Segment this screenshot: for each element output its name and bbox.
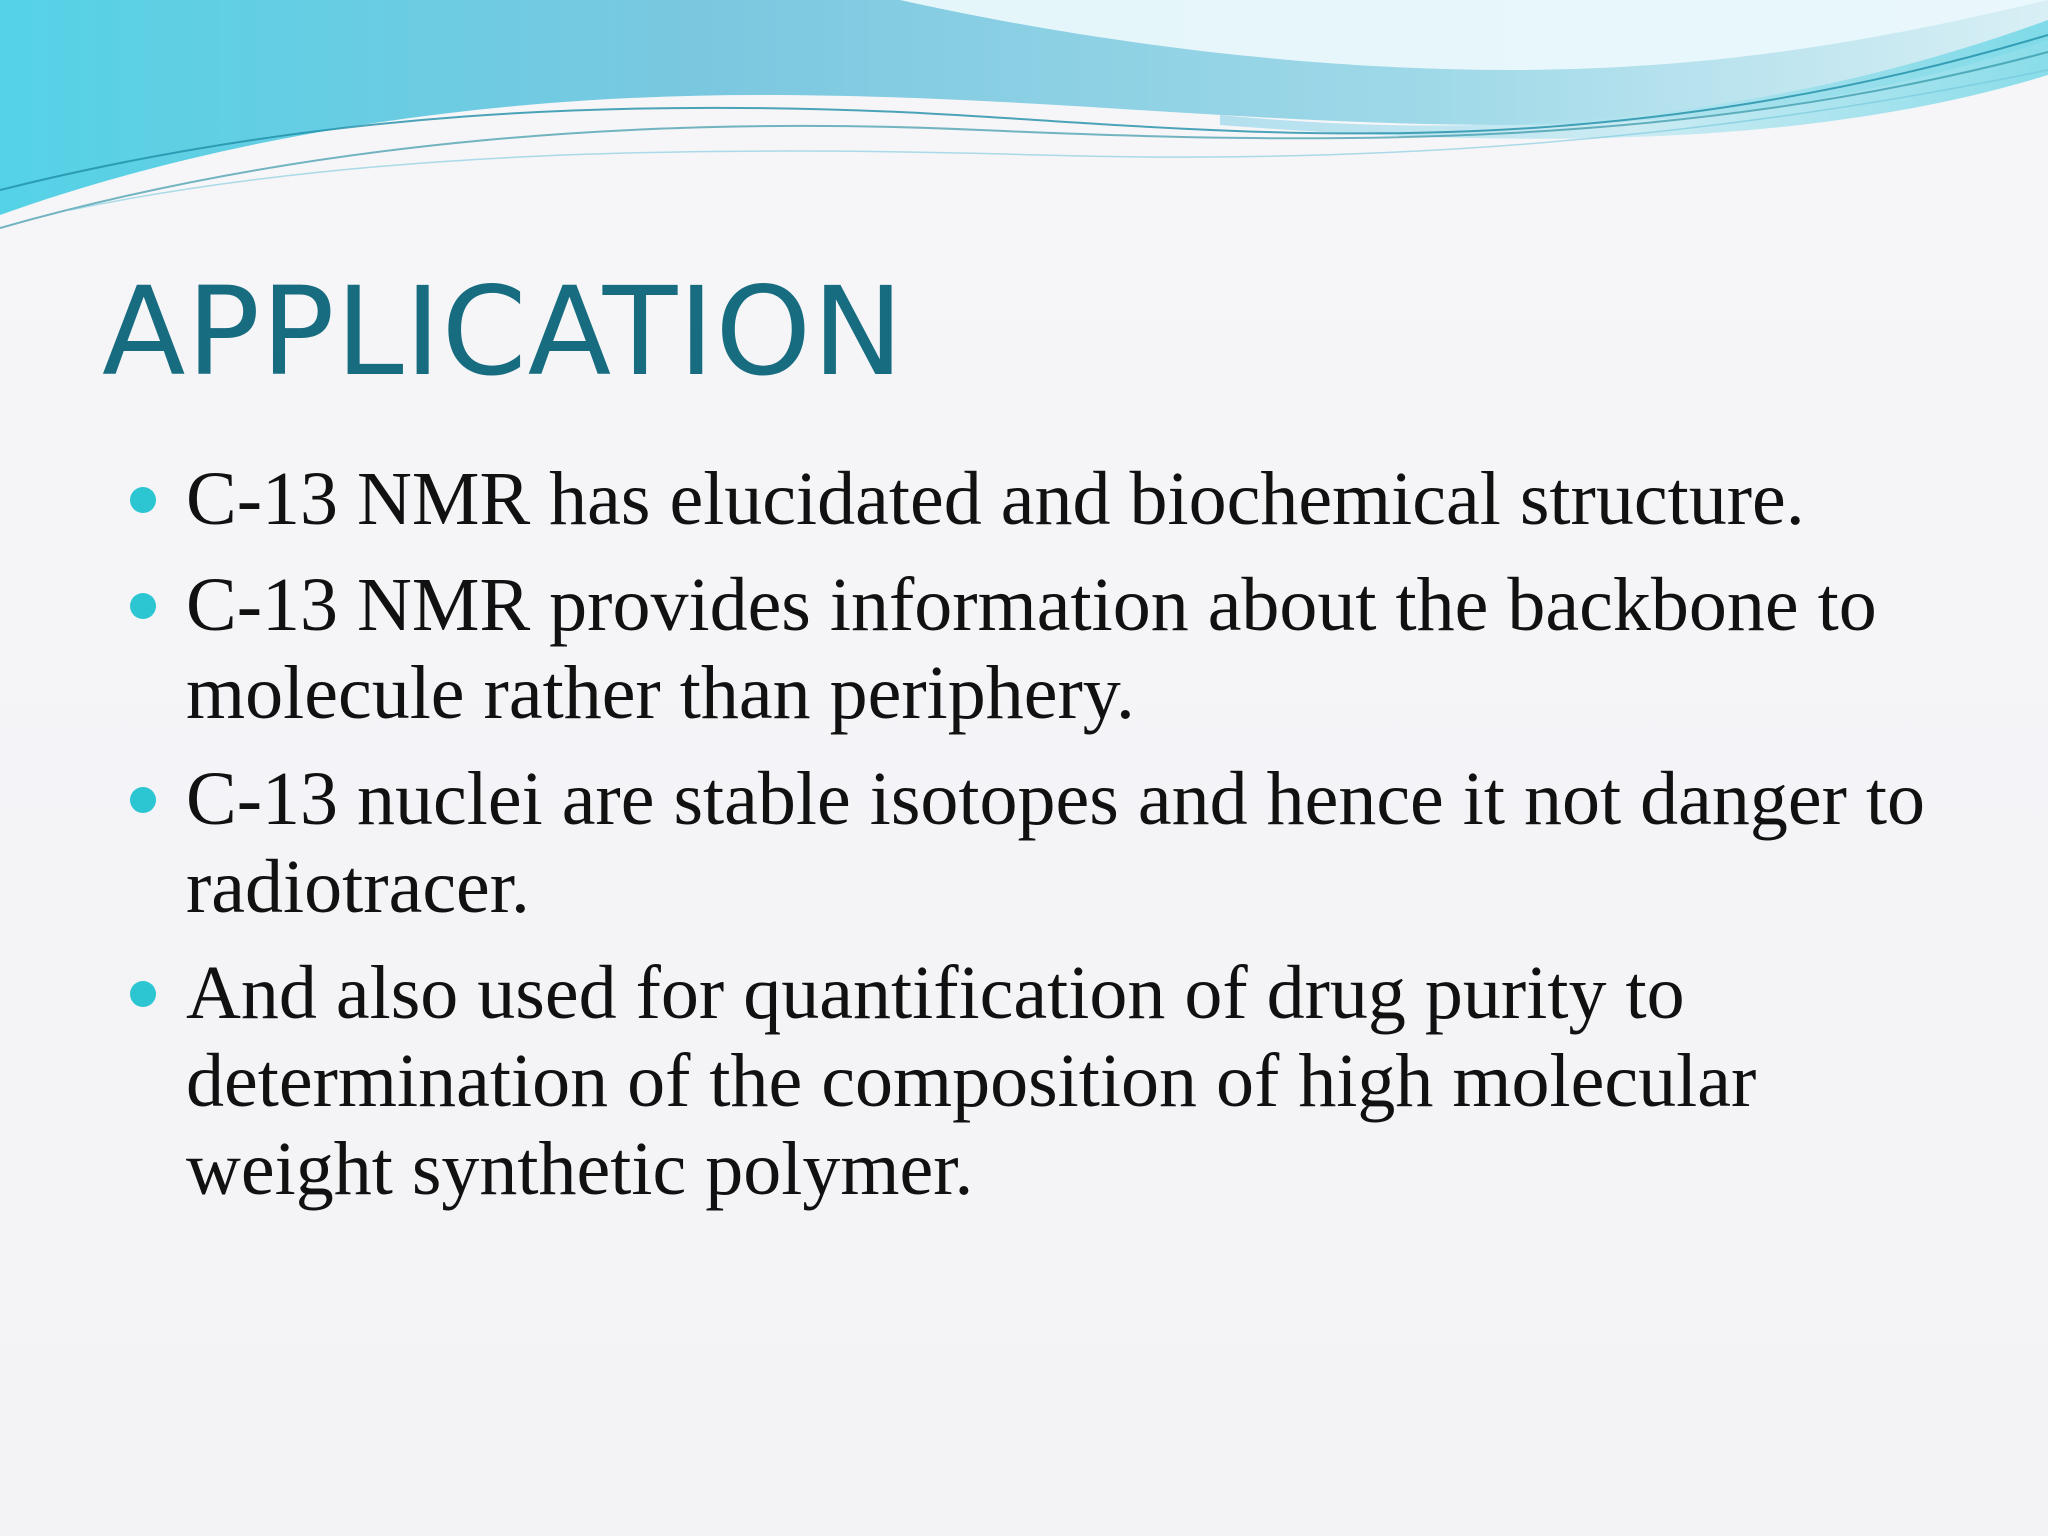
header-wave-decoration	[0, 0, 2048, 240]
bullet-marker-icon	[130, 593, 156, 619]
bullet-marker-icon	[130, 487, 156, 513]
bullet-marker-icon	[130, 787, 156, 813]
bullet-list	[122, 455, 1962, 1231]
bullet-item	[122, 949, 1962, 1213]
bullet-item	[122, 755, 1962, 931]
bullet-text: C-13 NMR has elucidated and biochemical structure.	[186, 457, 1805, 541]
bullet-marker-icon	[130, 981, 156, 1007]
bullet-text: And also used for quantification of drug purity to determination of the composition of high molecular weight synthetic polymer.	[186, 951, 1757, 1211]
bullet-item	[122, 455, 1962, 543]
bullet-item	[122, 561, 1962, 737]
bullet-text: C-13 NMR provides information about the backbone to molecule rather than periphery.	[186, 563, 1877, 735]
slide-title: APPLICATION	[102, 261, 905, 403]
bullet-text: C-13 nuclei are stable isotopes and hence it not danger to radiotracer.	[186, 757, 1926, 929]
